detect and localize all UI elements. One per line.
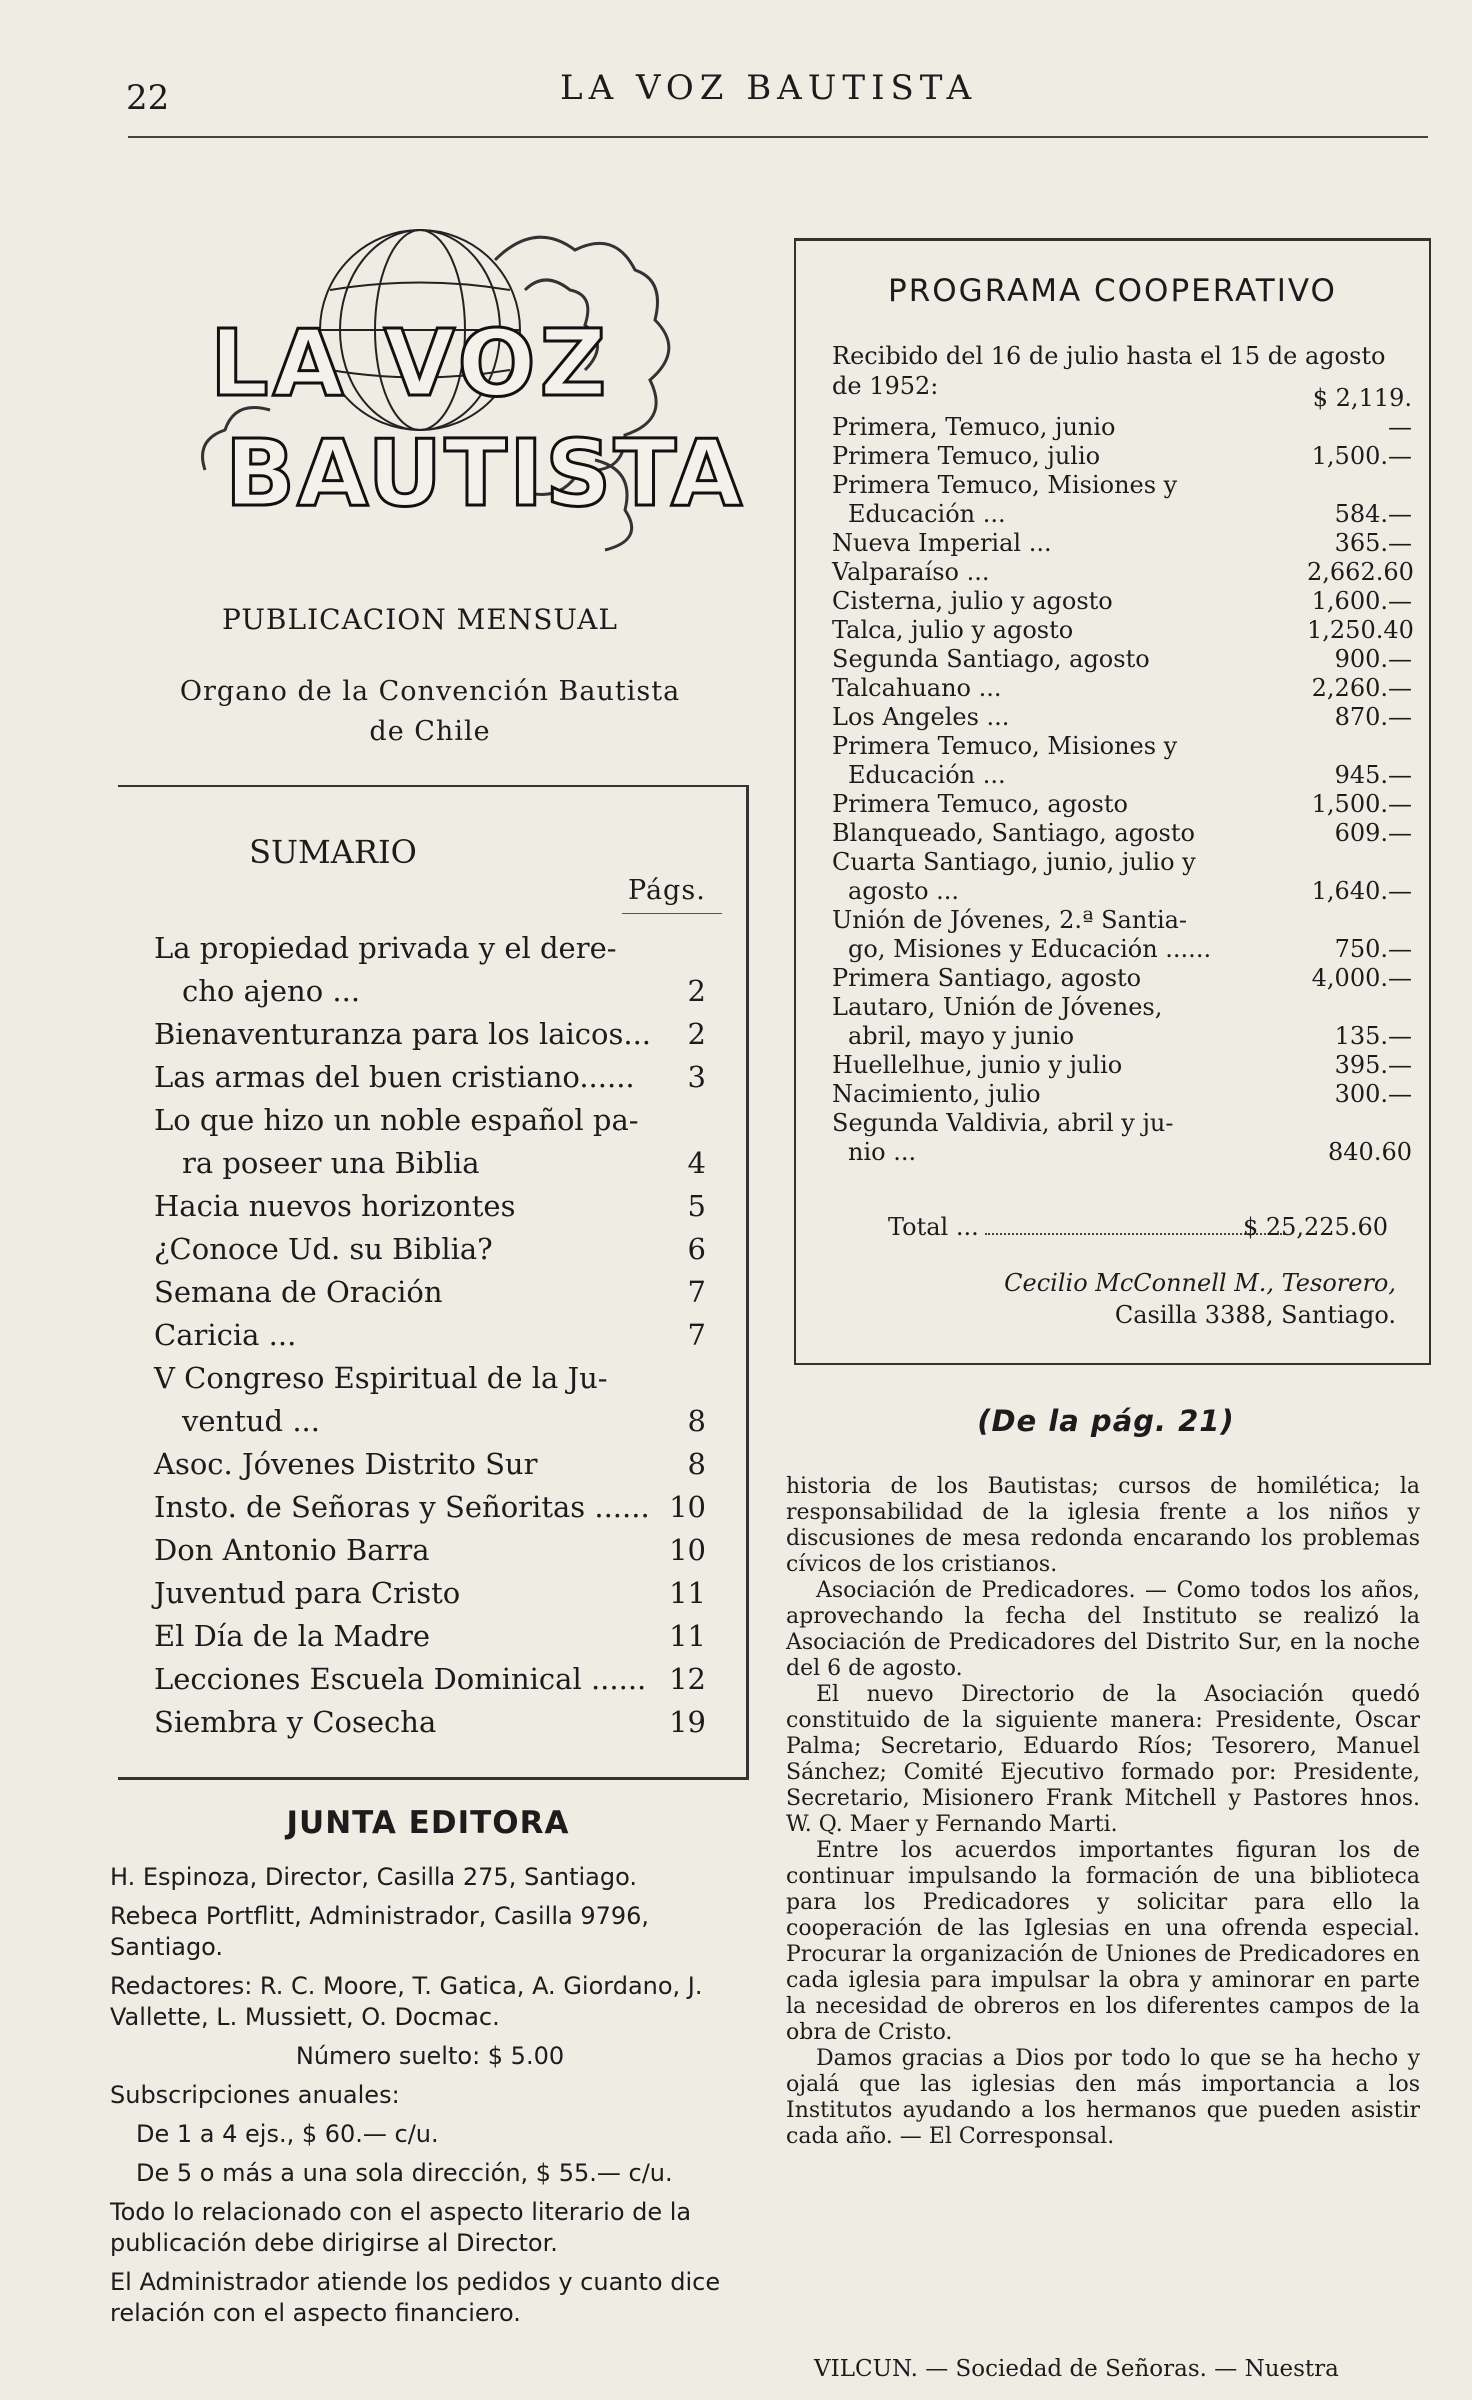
contribution-row bbox=[832, 616, 1412, 645]
contribution-row bbox=[832, 993, 1412, 1051]
contribution-row bbox=[832, 703, 1412, 732]
contribution-amount: 2,260.— bbox=[1311, 674, 1412, 702]
toc-entry-page: 4 bbox=[687, 1146, 706, 1180]
toc-entry bbox=[154, 1658, 714, 1701]
cooperative-program-intro: Recibido del 16 de julio hasta el 15 de agosto de 1952: bbox=[832, 342, 1386, 400]
contribution-source: Lautaro, Unión de Jóvenes, bbox=[832, 993, 1163, 1021]
contribution-amount: 1,500.— bbox=[1311, 790, 1412, 818]
contribution-amount: 1,250.40 bbox=[1307, 616, 1414, 644]
toc-entry-page: 2 bbox=[687, 1017, 706, 1051]
contribution-amount: 1,600.— bbox=[1311, 587, 1412, 615]
contribution-source: Primera Temuco, agosto bbox=[832, 790, 1128, 818]
contribution-amount: 1,640.— bbox=[1311, 877, 1412, 905]
running-title: LA VOZ BAUTISTA bbox=[560, 68, 978, 108]
director-line: H. Espinoza, Director, Casilla 275, Santiago. bbox=[110, 1863, 638, 1891]
toc-entry-page: 8 bbox=[687, 1447, 706, 1481]
contribution-amount: 870.— bbox=[1334, 703, 1412, 731]
toc-entry bbox=[154, 1443, 714, 1486]
toc-entry-text: Lo que hizo un noble español pa- bbox=[154, 1103, 639, 1137]
toc-entry bbox=[154, 1314, 714, 1357]
contribution-source: agosto ... bbox=[848, 877, 960, 905]
contribution-row bbox=[832, 848, 1412, 906]
contribution-row bbox=[832, 442, 1412, 471]
cooperative-program-title: PROGRAMA COOPERATIVO bbox=[888, 273, 1337, 309]
contribution-row bbox=[832, 1080, 1412, 1109]
article-paragraph: Damos gracias a Dios por todo lo que se ha hecho y ojalá que las iglesias den más importancia a los Institutos ayudando a los hermanos que pueden asistir cada año. — El Corresponsal. bbox=[786, 2046, 1420, 2149]
contribution-amount: 840.60 bbox=[1328, 1138, 1412, 1166]
contribution-amount: 395.— bbox=[1334, 1051, 1412, 1079]
contribution-row bbox=[832, 964, 1412, 993]
contribution-row bbox=[832, 384, 1412, 442]
contribution-source: Cisterna, julio y agosto bbox=[832, 587, 1113, 615]
contribution-row bbox=[832, 558, 1412, 587]
contribution-amount: 4,000.— bbox=[1311, 964, 1412, 992]
contribution-source: Nacimiento, julio bbox=[832, 1080, 1041, 1108]
literary-note: Todo lo relacionado con el aspecto literario de la publicación debe dirigirse al Director. bbox=[110, 2198, 692, 2257]
organ-line-2: de Chile bbox=[369, 716, 491, 747]
toc-entry-page: 3 bbox=[687, 1060, 706, 1094]
page-number: 22 bbox=[126, 78, 170, 118]
contribution-source: Segunda Santiago, agosto bbox=[832, 645, 1150, 673]
toc-entry-text: Bienaventuranza para los laicos... bbox=[154, 1017, 652, 1051]
contribution-source: Educación ... bbox=[848, 761, 1006, 789]
contribution-amount: 584.— bbox=[1334, 500, 1412, 528]
contribution-amount: 365.— bbox=[1334, 529, 1412, 557]
contribution-source: nio ... bbox=[848, 1138, 917, 1166]
footer-line: VILCUN. — Sociedad de Señoras. — Nuestra bbox=[814, 2356, 1339, 2382]
contribution-amount: $ 2,119.— bbox=[1312, 384, 1412, 441]
publication-subtitle: PUBLICACION MENSUAL bbox=[221, 603, 618, 636]
contributions-list bbox=[832, 384, 1414, 1167]
contribution-row bbox=[832, 587, 1412, 616]
masthead-logo bbox=[195, 220, 745, 550]
contribution-amount: 900.— bbox=[1334, 645, 1412, 673]
subscriptions-label: Subscripciones anuales: bbox=[110, 2081, 400, 2109]
toc-entry bbox=[154, 1615, 714, 1658]
toc-entry-text: ventud ... bbox=[182, 1404, 320, 1438]
organ-statement bbox=[110, 672, 750, 752]
toc-entry-text: Hacia nuevos horizontes bbox=[154, 1189, 516, 1223]
header-rule bbox=[128, 136, 1428, 138]
contribution-row bbox=[832, 1051, 1412, 1080]
toc-entry-page: 10 bbox=[669, 1490, 706, 1524]
continuation-heading: (De la pág. 21) bbox=[977, 1404, 1235, 1438]
toc-entry-text: Semana de Oración bbox=[154, 1275, 443, 1309]
toc-entry-page: 10 bbox=[669, 1533, 706, 1567]
toc-entry-page: 11 bbox=[669, 1576, 706, 1610]
administrative-note: El Administrador atiende los pedidos y cuanto dice relación con el aspecto financiero. bbox=[110, 2268, 721, 2327]
cooperative-program-box bbox=[794, 238, 1431, 1365]
administrator-line: Rebeca Portflitt, Administrador, Casilla 9796, Santiago. bbox=[110, 1902, 650, 1961]
contribution-amount: 2,662.60 bbox=[1307, 558, 1414, 586]
treasurer-line-1: Cecilio McConnell M., Tesorero, bbox=[1004, 1269, 1396, 1297]
toc-entry bbox=[154, 1228, 714, 1271]
contribution-amount: 945.— bbox=[1334, 761, 1412, 789]
article-paragraph: El nuevo Directorio de la Asociación quedó constituido de la siguiente manera: Presidente, Oscar Palma; Secretario, Eduardo Ríos; Tesorero, Manuel Sánchez; Comité Ejecutivo formado por: Presidente, Secretario, Misionero Frank Mitchell y Pastores hnos. W. Q. Maer y Fernando Marti. bbox=[786, 1682, 1420, 1837]
toc-pages-rule bbox=[622, 913, 722, 914]
subscription-rate-1: De 1 a 4 ejs., $ 60.— c/u. bbox=[136, 2120, 439, 2148]
toc-entry-text: ¿Conoce Ud. su Biblia? bbox=[154, 1232, 493, 1266]
toc-entry-text: La propiedad privada y el dere- bbox=[154, 931, 617, 965]
toc-entry-text: Lecciones Escuela Dominical ...... bbox=[154, 1662, 647, 1696]
toc-entry-page: 2 bbox=[687, 974, 706, 1008]
toc-entry-page: 11 bbox=[669, 1619, 706, 1653]
toc-entry bbox=[154, 1185, 714, 1228]
contribution-source: Valparaíso ... bbox=[832, 558, 990, 586]
contribution-row bbox=[832, 529, 1412, 558]
toc-entry-page: 5 bbox=[687, 1189, 706, 1223]
contribution-source: Unión de Jóvenes, 2.ª Santia- bbox=[832, 906, 1188, 934]
article-paragraph: Entre los acuerdos importantes figuran los de continuar impulsando la formación de una biblioteca para los Predicadores y solicitar para ello la cooperación de las Iglesias en una ofrenda especial. Procurar la organización de Uniones de Predicadores en cada iglesia para impulsar la obra y aminorar en parte la necesidad de obreros en los diferentes campos de la obra de Cristo. bbox=[786, 1838, 1420, 2045]
table-of-contents-box bbox=[118, 785, 749, 1780]
contribution-source: Primera Temuco, Misiones y bbox=[832, 732, 1178, 760]
toc-entry-text: Siembra y Cosecha bbox=[154, 1705, 437, 1739]
contribution-amount: 300.— bbox=[1334, 1080, 1412, 1108]
contribution-amount: 135.— bbox=[1334, 1022, 1412, 1050]
contribution-row bbox=[832, 790, 1412, 819]
article-paragraph: Asociación de Predicadores. — Como todos los años, aprovechando la fecha del Instituto se realizó la Asociación de Predicadores del Distrito Sur, en la noche del 6 de agosto. bbox=[786, 1578, 1420, 1681]
toc-entry bbox=[154, 1056, 714, 1099]
contribution-source: Primera Temuco, julio bbox=[832, 442, 1101, 470]
editorial-board-title: JUNTA EDITORA bbox=[286, 1805, 570, 1841]
toc-entry bbox=[154, 1486, 714, 1529]
treasurer-line-2: Casilla 3388, Santiago. bbox=[1114, 1301, 1396, 1329]
treasurer-signature bbox=[856, 1267, 1396, 1331]
contribution-row bbox=[832, 674, 1412, 703]
total-amount: $ 25,225.60 bbox=[1242, 1213, 1388, 1241]
contribution-source: Primera Santiago, agosto bbox=[832, 964, 1142, 992]
toc-entry bbox=[154, 1357, 714, 1443]
contribution-source: Primera Temuco, Misiones y bbox=[832, 471, 1178, 499]
single-issue-price: Número suelto: $ 5.00 bbox=[295, 2042, 565, 2070]
toc-entry bbox=[154, 1572, 714, 1615]
toc-entry-text: Insto. de Señoras y Señoritas ...... bbox=[154, 1490, 650, 1524]
editors-line: Redactores: R. C. Moore, T. Gatica, A. Giordano, J. Vallette, L. Mussiett, O. Docmac. bbox=[110, 1972, 703, 2031]
toc-entry-text: Las armas del buen cristiano...... bbox=[154, 1060, 635, 1094]
toc-title: SUMARIO bbox=[249, 833, 417, 871]
contribution-row bbox=[832, 1109, 1412, 1167]
contribution-source: Blanqueado, Santiago, agosto bbox=[832, 819, 1195, 847]
contribution-source: Talcahuano ... bbox=[832, 674, 1002, 702]
contribution-source: Segunda Valdivia, abril y ju- bbox=[832, 1109, 1174, 1137]
contribution-source: Los Angeles ... bbox=[832, 703, 1010, 731]
toc-entry bbox=[154, 1099, 714, 1185]
toc-entry-page: 7 bbox=[687, 1318, 706, 1352]
toc-entry-text: El Día de la Madre bbox=[154, 1619, 430, 1653]
organ-line-1: Organo de la Convención Bautista bbox=[179, 676, 681, 707]
toc-entry bbox=[154, 1701, 714, 1744]
contribution-row bbox=[832, 645, 1412, 674]
article-paragraph: historia de los Bautistas; cursos de homilética; la responsabilidad de la iglesia frente a los niños y discusiones de mesa redonda encarando los problemas cívicos de los cristianos. bbox=[786, 1474, 1420, 1577]
contribution-source: abril, mayo y junio bbox=[848, 1022, 1075, 1050]
contribution-amount: 1,500.— bbox=[1311, 442, 1412, 470]
toc-entry-page: 7 bbox=[687, 1275, 706, 1309]
contribution-source: Nueva Imperial ... bbox=[832, 529, 1052, 557]
continuation-article bbox=[786, 1474, 1420, 2150]
editorial-board bbox=[110, 1862, 750, 2337]
toc-entry-page: 19 bbox=[669, 1705, 706, 1739]
contribution-row bbox=[832, 732, 1412, 790]
toc-entry-text: ra poseer una Biblia bbox=[182, 1146, 480, 1180]
toc-entry-page: 12 bbox=[669, 1662, 706, 1696]
toc-entry-text: Don Antonio Barra bbox=[154, 1533, 430, 1567]
logo-line2: BAUTISTA bbox=[225, 420, 745, 527]
toc-entry bbox=[154, 1529, 714, 1572]
total-label: Total ... bbox=[888, 1213, 979, 1241]
toc-entry-text: Juventud para Cristo bbox=[154, 1576, 461, 1610]
contribution-source: Talca, julio y agosto bbox=[832, 616, 1074, 644]
toc-entry-text: cho ajeno ... bbox=[182, 974, 361, 1008]
contribution-row bbox=[832, 471, 1412, 529]
toc-entry bbox=[154, 1271, 714, 1314]
contributions-total bbox=[888, 1213, 1388, 1241]
contribution-source: Cuarta Santiago, junio, julio y bbox=[832, 848, 1196, 876]
contribution-row bbox=[832, 819, 1412, 848]
toc-entry-text: Asoc. Jóvenes Distrito Sur bbox=[154, 1447, 538, 1481]
toc-entry bbox=[154, 927, 714, 1013]
toc-entry-page: 8 bbox=[687, 1404, 706, 1438]
toc-entry-text: V Congreso Espiritual de la Ju- bbox=[154, 1361, 608, 1395]
contribution-source: Huellelhue, junio y julio bbox=[832, 1051, 1123, 1079]
logo-line1: LA VOZ bbox=[210, 310, 611, 417]
toc-list bbox=[154, 927, 714, 1744]
toc-pages-header: Págs. bbox=[628, 875, 706, 906]
subscription-rate-2: De 5 o más a una sola dirección, $ 55.— c/u. bbox=[136, 2159, 673, 2187]
contribution-row bbox=[832, 906, 1412, 964]
contribution-source: go, Misiones y Educación ...... bbox=[848, 935, 1212, 963]
contribution-amount: 609.— bbox=[1334, 819, 1412, 847]
toc-entry-page: 6 bbox=[687, 1232, 706, 1266]
contribution-source: Primera, Temuco, junio bbox=[832, 413, 1116, 441]
contribution-amount: 750.— bbox=[1334, 935, 1412, 963]
toc-entry-text: Caricia ... bbox=[154, 1318, 297, 1352]
toc-entry bbox=[154, 1013, 714, 1056]
contribution-source: Educación ... bbox=[848, 500, 1006, 528]
